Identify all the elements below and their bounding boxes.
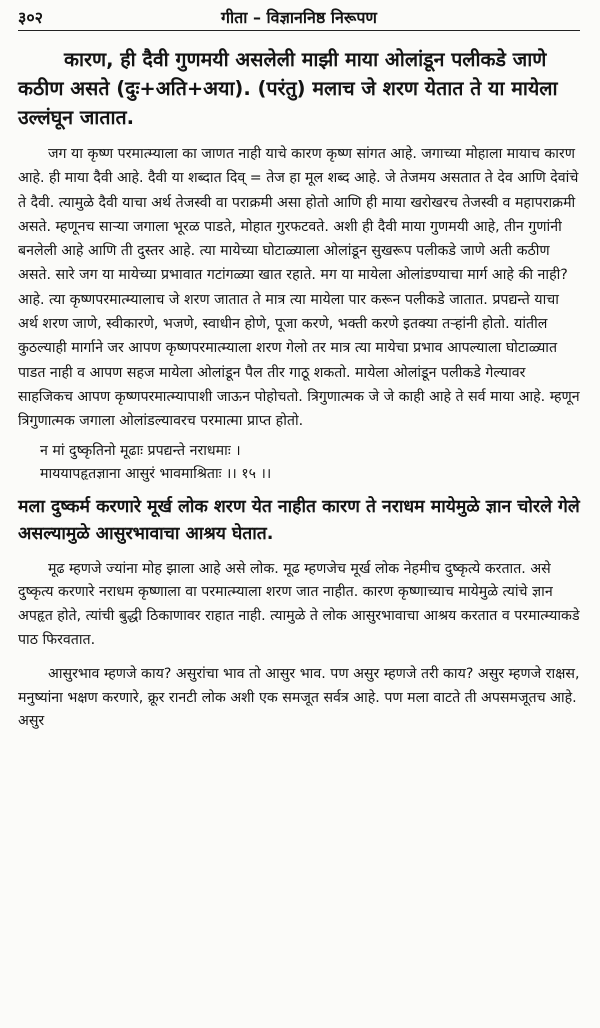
page-header — [18, 6, 580, 31]
verse-line-2: माययापहृतज्ञाना आसुरं भावमाश्रिताः ।। १५ ।। — [40, 465, 272, 482]
sanskrit-verse — [40, 440, 580, 486]
commentary-paragraph-2: मूढ म्हणजे ज्यांना मोह झाला आहे असे लोक. मूढ म्हणजेच मूर्ख लोक नेहमीच दुष्कृत्ये करतात. असे दुष्कृत्य करणारे नराधम कृष्णाला वा परमात्म्याला शरण जात नाहीत. कारण कृष्णाच्याच मायेमुळे त्यांचे ज्ञान अपहृत होते, त्यांची बुद्धी ठिकाणावर राहात नाही. त्यामुळे ते लोक आसुरभावाचा आश्रय करतात व परमात्म्याकडे पाठ फिरवतात. — [18, 560, 580, 648]
verse-translation: मला दुष्कर्म करणारे मूर्ख लोक शरण येत नाहीत कारण ते नराधम मायेमुळे ज्ञान चोरले गेले असल्यामुळे आसुरभावाचा आश्रय घेतात. — [18, 496, 580, 544]
verse-line-1: न मां दुष्कृतिनो मूढाः प्रपद्यन्ते नराधमाः । — [40, 442, 241, 459]
commentary-paragraph-1: जग या कृष्ण परमात्म्याला का जाणत नाही याचे कारण कृष्ण सांगत आहे. जगाच्या मोहाला मायाच कारण आहे. ही माया दैवी आहे. दैवी या शब्दात दिव् = तेज हा मूल शब्द आहे. जे तेजमय असतात ते देव आणि देवांचे ते दैवी. त्यामुळे दैवी याचा अर्थ तेजस्वी वा पराक्रमी असा होतो आणि ही माया खरोखरच तेजस्वी व महापराक्रमी असते. म्हणूनच साऱ्या जगाला भूरळ पाडते, मोहात गुरफटवते. अशी ही दैवी माया गुणमयी आहे, तीन गुणांनी बनलेली आहे आणि ती दुस्तर आहे. त्या मायेच्या घोटाळ्याला ओलांडून सुखरूप पलीकडे जाणे अती कठीण असते. सारे जग या मायेच्या प्रभावात गटांगळ्या खात रहाते. मग या मायेला ओलांडण्याचा मार्ग आहे की नाही? आहे. त्या कृष्णपरमात्म्यालाच जे शरण जातात ते मात्र त्या मायेला पार करून पलीकडे जातात. प्रपद्यन्ते याचा अर्थ शरण जाणे, स्वीकारणे, भजणे, स्वाधीन होणे, पूजा करणे, भक्ती करणे इतक्या तऱ्हांनी होतो. यांतील कुठल्याही मार्गाने जर आपण कृष्णपरमात्म्याला शरण गेलो तर मात्र त्या मायेचा प्रभाव आपल्याला घोटाळ्यात पाडत नाही व आपण सहज मायेला ओलांडून पैल तीर गाठू शकतो. मायेला ओलांडून पलीकडे गेल्यावर साहजिकच आपण कृष्णपरमात्म्यापाशी जाऊन पोहोचतो. त्रिगुणात्मक जे जे काही आहे ते सर्व माया आहे. म्हणून त्रिगुणात्मक जगाला ओलांडल्यावरच परमात्मा प्राप्त होतो. — [18, 146, 580, 430]
page-number: ३०२ — [18, 8, 43, 27]
running-title: गीता – विज्ञाननिष्ठ निरूपण — [220, 8, 377, 27]
intro-paragraph: कारण, ही दैवी गुणमयी असलेली माझी माया ओलांडून पलीकडे जाणे कठीण असते (दुः+अति+अया). (परंतु) मलाच जे शरण येतात ते या मायेला उल्लंघून जातात. — [18, 48, 558, 129]
commentary-paragraph-3: आसुरभाव म्हणजे काय? असुरांचा भाव तो आसुर भाव. पण असुर म्हणजे तरी काय? असुर म्हणजे राक्षस, मनुष्यांना भक्षण करणारे, क्रूर रानटी लोक अशी एक समजूत सर्वत्र आहे. पण मला वाटते ती अपसमजूतच आहे. असुर — [18, 665, 580, 730]
